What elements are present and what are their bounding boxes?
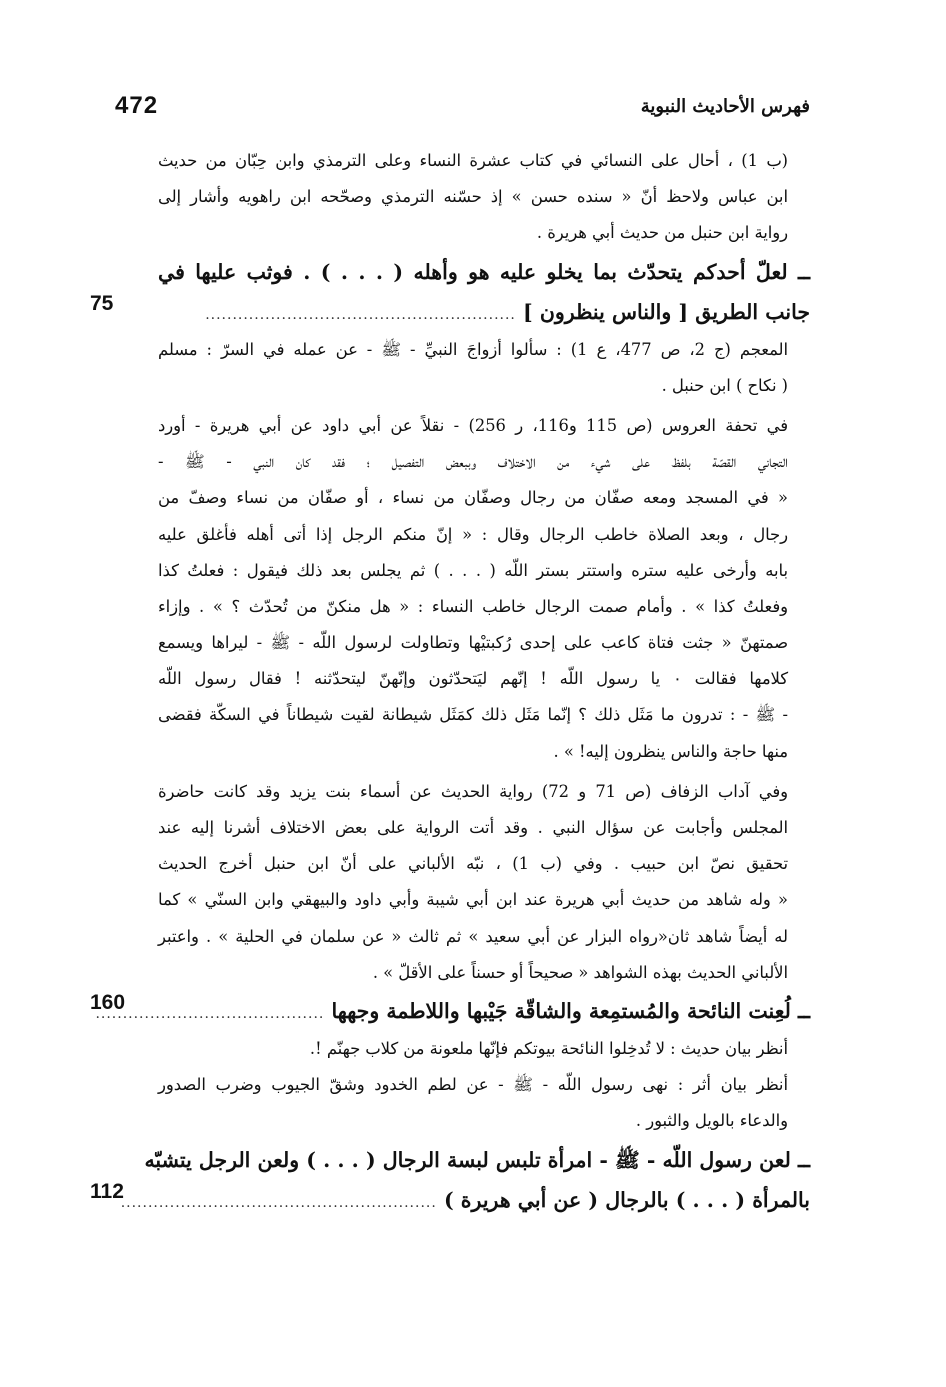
entry-line: ــ لعن رسول اللّه - ﷺ - امرأة تلبس لبسة الرجال ( . . . ) ولعن الرجل يتشبّه	[144, 1147, 810, 1172]
text-line: كلامها فقالت ٠ يا رسول اللّه ! إنّهم ليَتحدّثون وإنّهنّ ليتحدّثنه ! فقال رسول اللّه	[158, 669, 789, 689]
page-reference: 112	[90, 1179, 124, 1203]
hadith-entry	[90, 1140, 810, 1220]
text-line: والدعاء بالويل والثبور .	[635, 1111, 788, 1131]
text-line: ( نكاح ) ابن حنبل .	[661, 375, 788, 395]
note-paragraph	[118, 1067, 810, 1139]
text-line: ابن عباس ولاحظ أنّ « سنده حسن » إذ حسّنه الترمذي وصحّحه ابن راهويه وأشار إلى	[158, 187, 788, 207]
text-line: الألباني الحديث بهذه الشواهد « صحيحاً أو حسناً على الأقلّ » .	[372, 962, 788, 982]
text-line: التجاني القصّة بلفظ على شيء من الاختلاف وببعض التفصيل ؛ فقد كان النبي - ﷺ -	[158, 452, 788, 472]
leader-dots: ..........................................................	[120, 1194, 437, 1211]
text-line: رجال ، وبعد الصلاة خاطب الرجال وقال : « إنّ منكم الرجل إذا أتى أهله فأغلق عليه	[158, 524, 788, 544]
text-line: « وله شاهد من حديث أبي هريرة عند ابن أبي شيبة وأبي داود والبيهقي وابن السنّي » كما	[158, 890, 788, 910]
text-line: المجلس وأجابت عن سؤال النبي . وقد أتت الرواية على بعض الاختلاف أشرنا إليه عند	[158, 818, 788, 837]
text-line: المعجم (ج 2، ص 477، ع 1) : سألوا أزواجَ النبيِّ - ﷺ - عن عمله في السرّ : مسلم	[158, 339, 789, 359]
page-number: 472	[115, 92, 159, 119]
text-line: أنظر بيان أثر : نهى رسول اللّه - ﷺ - عن لطم الخدود وشقّ الجيوب وضرب الصدور	[158, 1075, 788, 1095]
text-line: (ب 1) ، أحال على النسائي في كتاب عشرة النساء وعلى الترمذي وابن حِبّان من حديث	[158, 151, 789, 170]
leader-dots: ..........................................	[95, 1005, 325, 1022]
entry-text: ــ لُعِنت النائحة والمُستمِعة والشاقّة جَيْبها واللاطمة وجهها	[331, 998, 810, 1023]
text-line: له أيضاً شاهد ثان«رواه البزار عن أبي سعيد » ثم ثالث « عن سلمان في الحلية » . واعتبر	[158, 926, 788, 946]
page-reference: 75	[90, 291, 114, 315]
note-paragraph	[118, 143, 810, 252]
index-content	[90, 143, 810, 1220]
text-line: بابه وأرخى عليه ستره واستتر بستر اللّه ( . . . ) ثم يجلس بعد ذلك فيقول : فعلتُ كذا	[158, 560, 788, 580]
entry-text: بالمرأة ( . . . ) بالرجال ( عن أبي هريرة )	[443, 1187, 810, 1212]
entry-line: ــ لعلّ أحدكم يتحدّث بما يخلو عليه هو وأهله ( . . . ) . فوثب عليها في	[158, 259, 810, 284]
leader-dots: .........................................................	[205, 306, 516, 323]
text-line: تحقيق نصّ ابن حبيب . وفي (ب 1) ، نبّه الألباني على أنّ ابن حنبل أخرج الحديث	[158, 854, 788, 874]
hadith-entry	[90, 990, 810, 1031]
hadith-entry	[90, 252, 810, 332]
text-line: صمتهنّ « جثت فتاة كاعب على إحدى رُكبتيْها وتطاولت لرسول اللّه - ﷺ - ليراها ويسمع	[158, 633, 788, 653]
entry-line	[120, 1180, 810, 1220]
text-line: « في المسجد ومعه صفّان من رجال وصفّان من نساء ، أو صفّان من نساء وصفّ من	[158, 488, 788, 508]
entry-text: جانب الطريق [ والناس ينظرون ]	[523, 299, 810, 324]
running-title: فهرس الأحاديث النبوية	[640, 96, 810, 117]
text-line: وفعلتُ كذا » . وأمام صمت الرجال خاطب النساء : « هل منكنّ من تُحدّث ؟ » . وإزاء	[158, 596, 788, 616]
note-paragraph	[118, 774, 810, 991]
entry-line	[158, 292, 810, 332]
text-line: أنظر بيان حديث : لا تُدخِلوا النائحة بيوتكم فإنّها ملعونة من كلاب جهنّم !.	[309, 1038, 788, 1058]
text-line: منها حاجة والناس ينظرون إليه! » .	[553, 741, 788, 761]
text-line: في تحفة العروس (ص 115 و116، ر 256) - نقلاً عن أبي داود عن أبي هريرة - أورد	[158, 415, 788, 435]
text-line: وفي آداب الزفاف (ص 71 و 72) رواية الحديث عن أسماء بنت يزيد وقد كانت حاضرة	[158, 781, 788, 801]
note-paragraph	[118, 1031, 810, 1067]
note-paragraph	[118, 332, 810, 404]
text-line: رواية ابن حنبل من حديث أبي هريرة .	[536, 223, 788, 243]
note-paragraph	[118, 408, 810, 770]
page-header	[115, 92, 810, 124]
text-line: - ﷺ - : تدرون ما مَثَل ذلك ؟ إنّما مَثَل ذلك كمَثَل شيطانة لقيت شيطاناً في السكّة فقضى	[158, 705, 788, 725]
page-reference: 160	[90, 990, 126, 1014]
